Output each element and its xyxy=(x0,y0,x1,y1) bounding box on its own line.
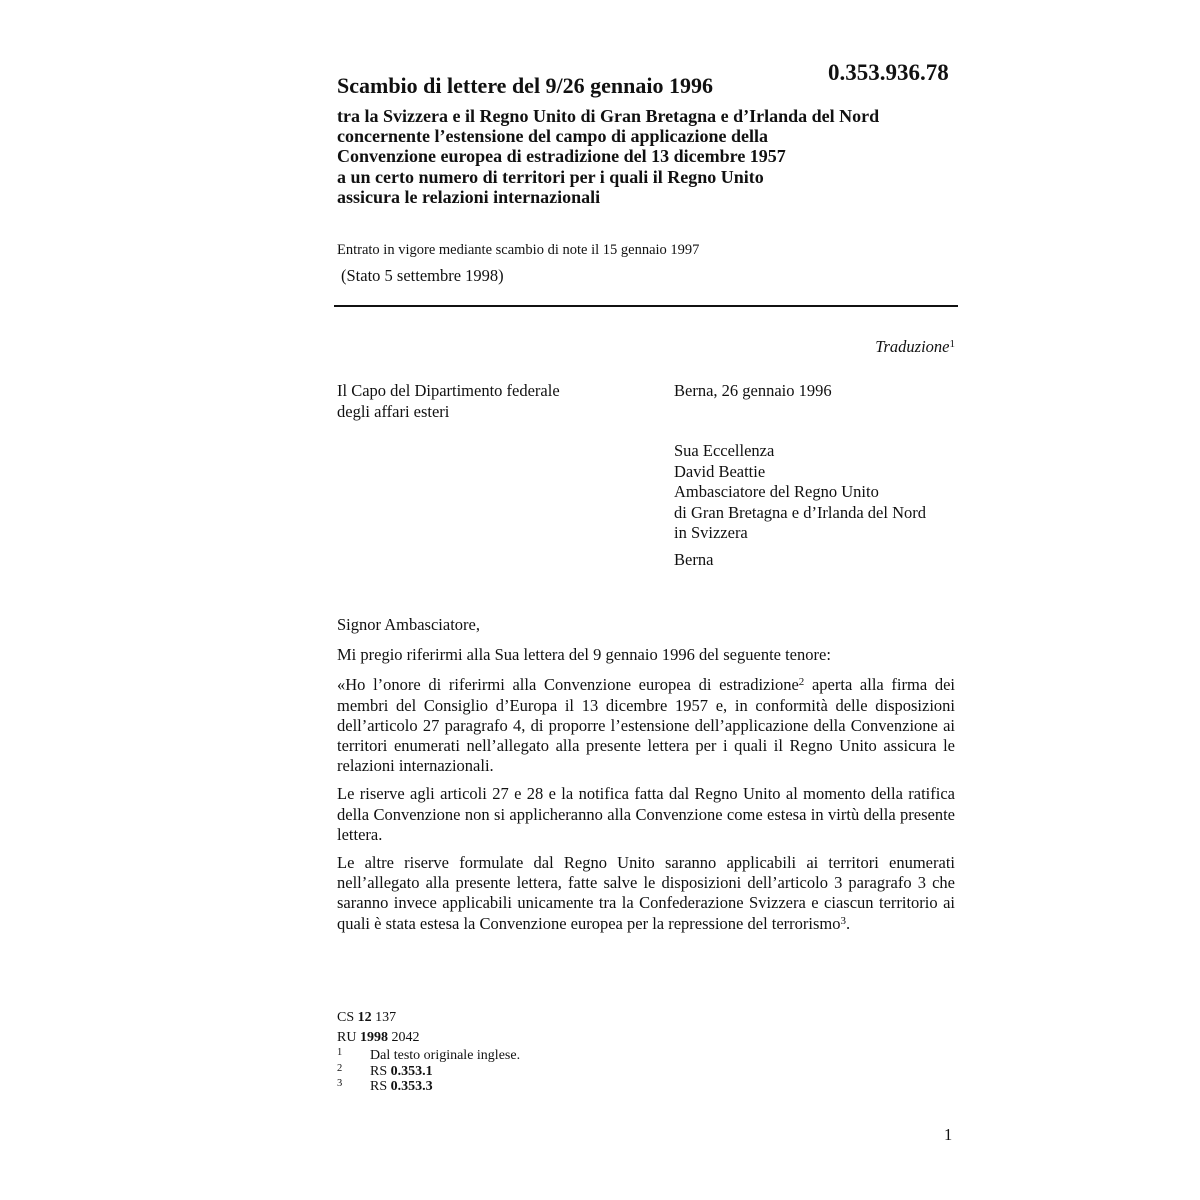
ref-page: 137 xyxy=(371,1010,397,1025)
footnote-text xyxy=(370,1064,433,1080)
subtitle-line: concernente l’estensione del campo di applicazione della xyxy=(337,126,768,147)
sender-line: Il Capo del Dipartimento federale xyxy=(337,381,560,400)
footnote-link[interactable]: 0.353.3 xyxy=(390,1079,433,1094)
page-number: 1 xyxy=(944,1125,953,1144)
footnote-prefix: RS xyxy=(370,1063,391,1079)
footnote-number: 2 xyxy=(337,1062,343,1074)
footnote-ref-1[interactable]: 1 xyxy=(949,338,955,350)
footnote-prefix: RS xyxy=(370,1079,391,1094)
footnote-number: 3 xyxy=(337,1078,343,1089)
ru-reference xyxy=(337,1028,419,1048)
subtitle-line: tra la Svizzera e il Regno Unito di Gran Bretagna e d’Irlanda del Nord xyxy=(337,106,880,126)
ref-prefix: CS xyxy=(337,1010,358,1025)
collection-references xyxy=(337,1008,419,1048)
subtitle-line: assicura le relazioni internazionali xyxy=(337,186,601,207)
salutation: Signor Ambasciatore, xyxy=(337,615,480,634)
footnote-text xyxy=(370,1079,433,1095)
status-date: (Stato 5 settembre 1998) xyxy=(341,266,504,285)
paragraph-text: «Ho l’onore di riferirmi alla Convenzione europea di estradizione xyxy=(337,675,799,695)
intro-paragraph: Mi pregio riferirmi alla Sua lettera del 9 gennaio 1996 del seguente tenore: xyxy=(337,645,831,665)
footnote-link[interactable]: 0.353.1 xyxy=(390,1063,433,1079)
recipient-line: di Gran Bretagna e d’Irlanda del Nord xyxy=(674,502,926,522)
ref-year: 1998 xyxy=(359,1030,388,1045)
recipient-line: Ambasciatore del Regno Unito xyxy=(674,482,879,501)
cs-reference xyxy=(337,1008,419,1028)
recipient-line: David Beattie xyxy=(674,461,766,481)
subtitle-line: Convenzione europea di estradizione del 13 dicembre 1957 xyxy=(337,146,786,167)
body-paragraph-1 xyxy=(337,675,955,776)
subtitle-line: a un certo numero di territori per i quali il Regno Unito xyxy=(337,166,764,187)
footnote-number: 1 xyxy=(337,1047,343,1058)
recipient-line: Sua Eccellenza xyxy=(674,441,775,460)
ref-volume: 12 xyxy=(357,1010,372,1025)
document-subtitle xyxy=(337,106,977,207)
sender-line: degli affari esteri xyxy=(337,401,450,421)
footnote-text: Dal testo originale inglese. xyxy=(370,1048,521,1063)
header-divider xyxy=(334,305,958,307)
footnote-ref-2[interactable]: 2 xyxy=(798,676,805,689)
translation-note xyxy=(700,337,955,357)
sr-number: 0.353.936.78 xyxy=(828,60,949,85)
document-title: Scambio di lettere del 9/26 gennaio 1996 xyxy=(337,73,714,98)
letter-sender xyxy=(337,381,560,422)
paragraph-text: Le altre riserve formulate dal Regno Unito saranno applicabili ai territori enumerati nell’allegato alla presente lettera, fatte salve le disposizioni dell’articolo 3 paragrafo 3 che saranno invece applicabili unicamente tra la Confederazione Svizzera e ciascun territorio ai quali è stata estesa la Convenzione europea per la repressione del terrorismo xyxy=(337,853,955,933)
body-paragraph-2: Le riserve agli articoli 27 e 28 e la notifica fatta dal Regno Unito al momento della ratifica della Convenzione non si applicheranno alla Convenzione come estesa in virtù della presente lettera. xyxy=(337,784,955,844)
recipient-line: in Svizzera xyxy=(674,523,748,542)
ref-prefix: RU xyxy=(337,1030,360,1045)
translation-label: Traduzione xyxy=(875,337,950,356)
footnote-ref-3[interactable]: 3 xyxy=(840,914,847,927)
paragraph-text: aperta alla firma dei membri del Consiglio d’Europa il 13 dicembre 1957 e, in conformità delle disposizioni dell’articolo 27 paragrafo 4, di proporre l’estensione dell’applicazione della Convenzione ai territori enumerati nell’allegato alla presente lettera per i quali il Regno Unito assicura le relazioni internazionali. xyxy=(337,675,955,776)
paragraph-text: . xyxy=(846,913,851,933)
letter-body xyxy=(337,615,955,942)
letter-recipient xyxy=(674,441,926,544)
body-paragraph-3 xyxy=(337,853,955,934)
recipient-city: Berna xyxy=(674,550,714,569)
ref-page: 2042 xyxy=(387,1030,420,1045)
letter-place-date: Berna, 26 gennaio 1996 xyxy=(674,381,832,400)
entry-into-force: Entrato in vigore mediante scambio di note il 15 gennaio 1997 xyxy=(337,242,700,258)
